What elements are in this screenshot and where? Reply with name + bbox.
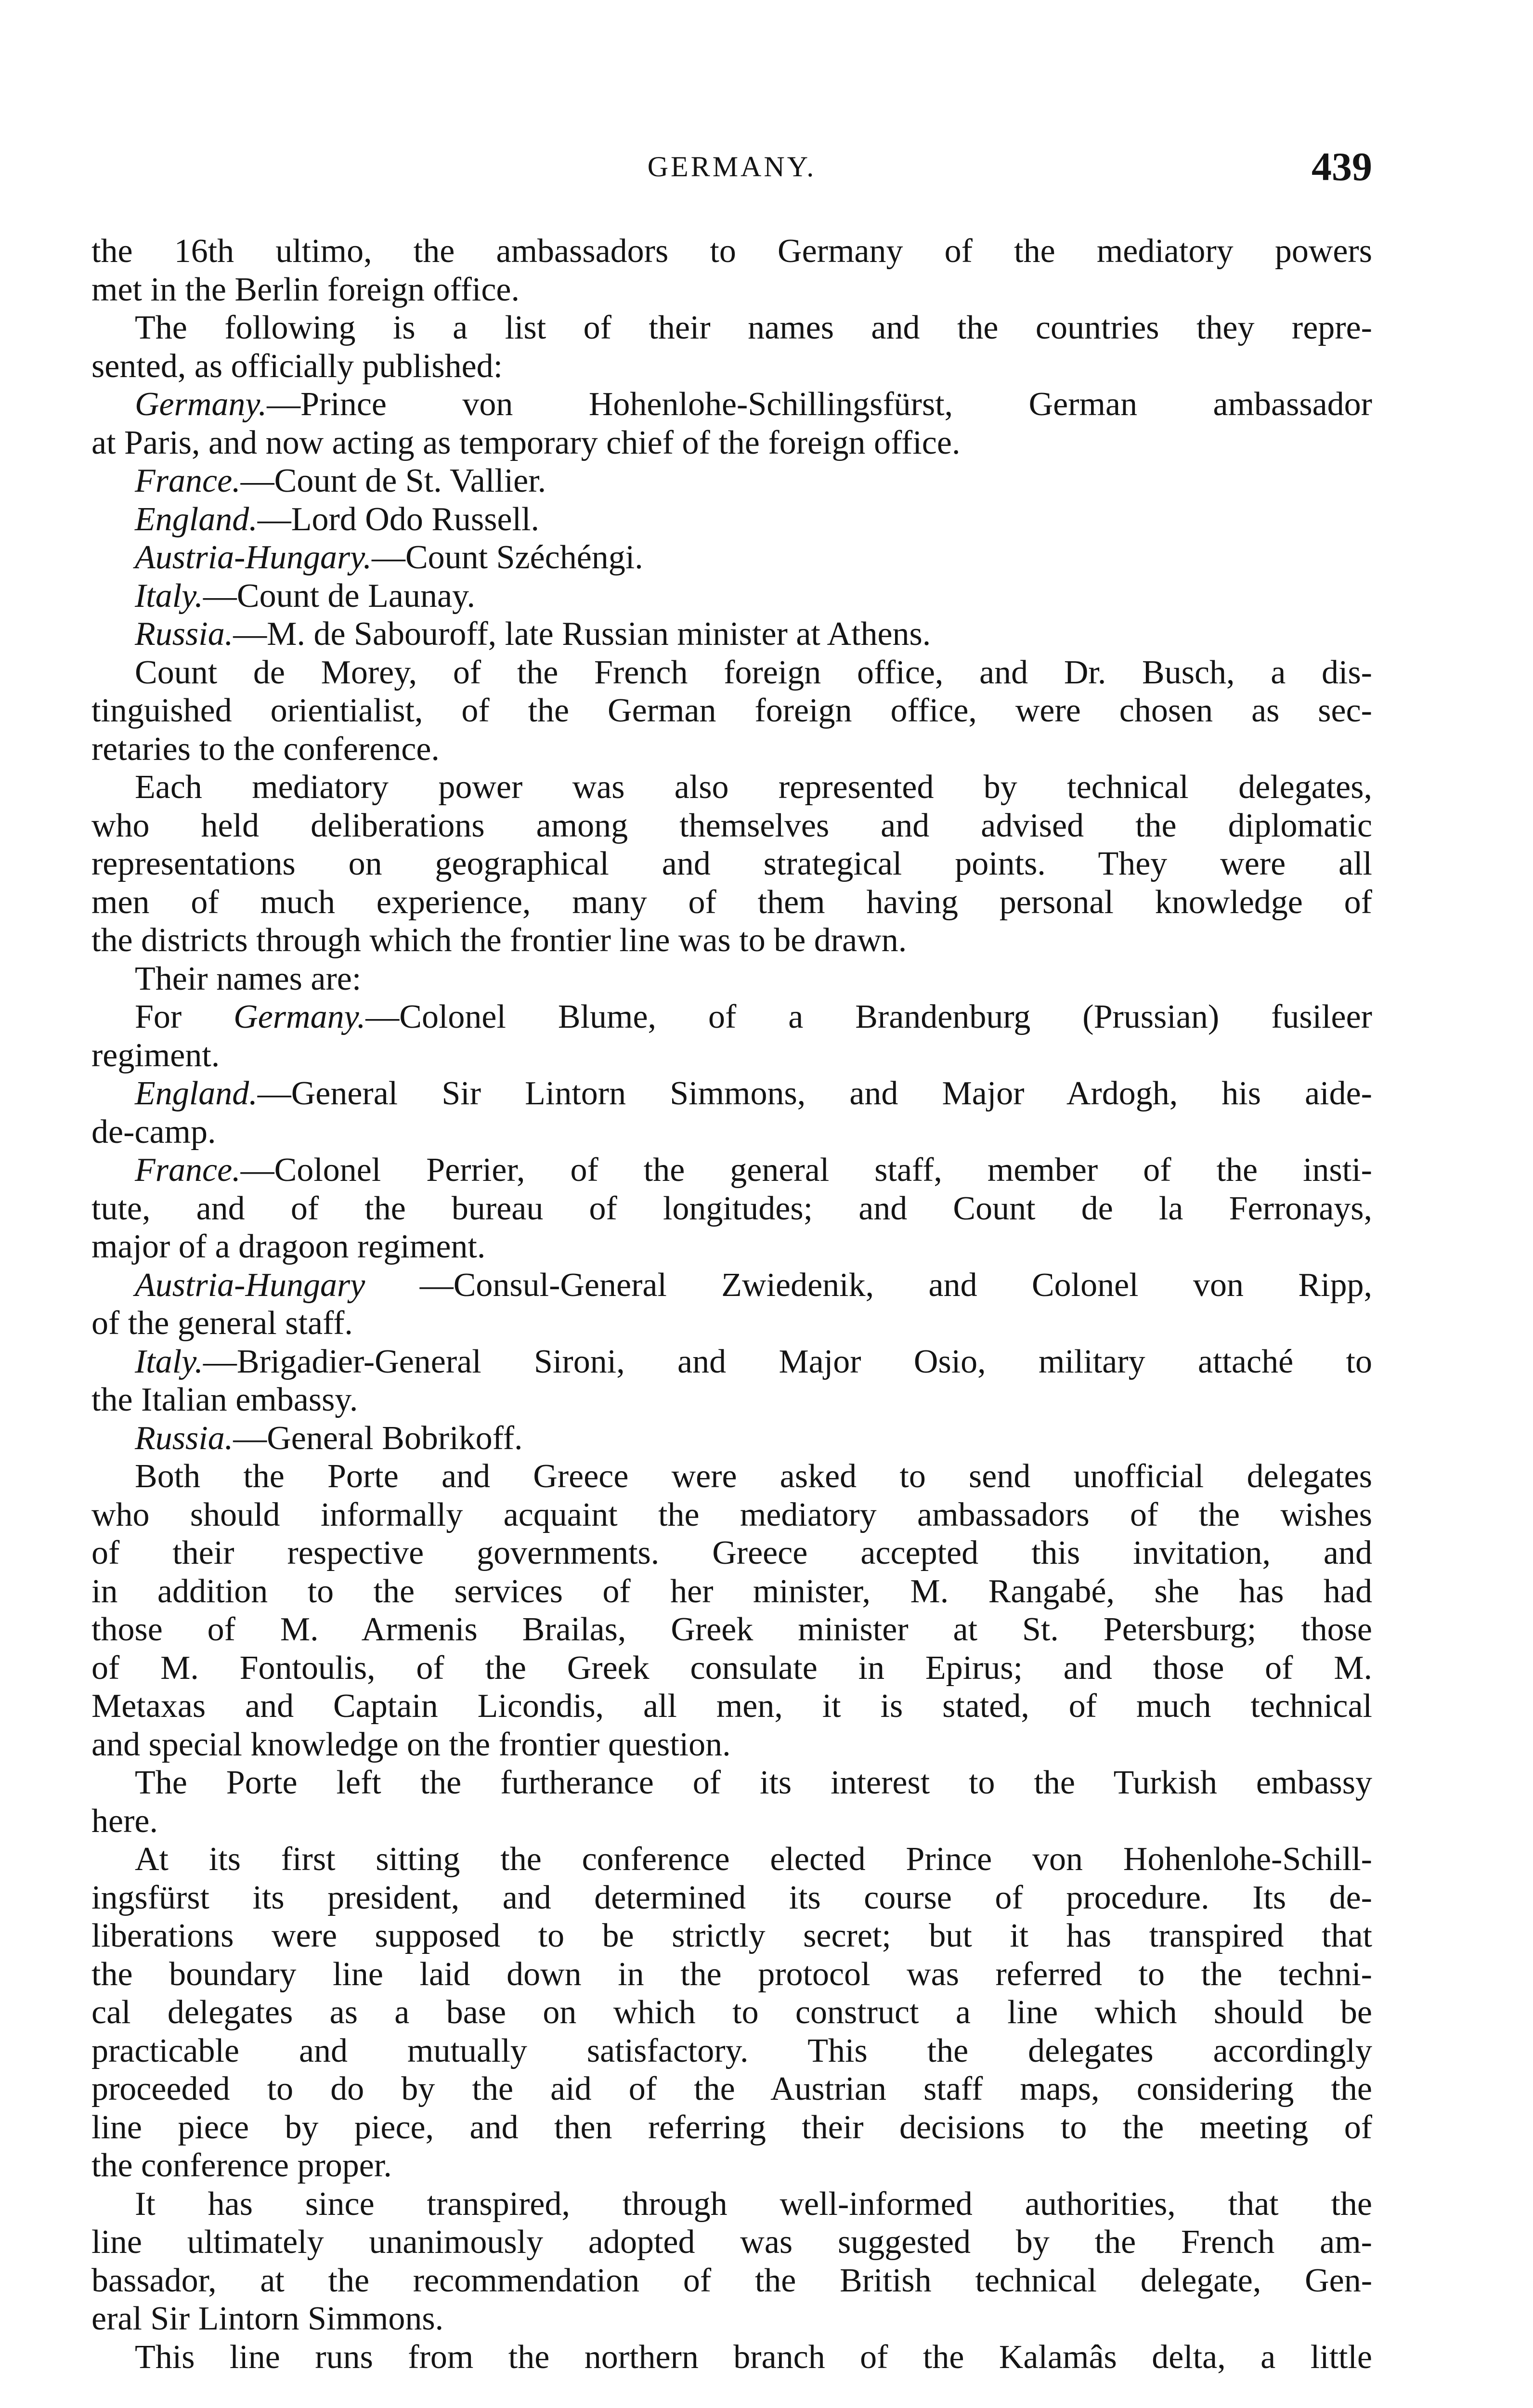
text-line: tinguished orientialist, of the German foreign office, were chosen as sec- <box>91 692 1372 729</box>
text-line: Count de Morey, of the French foreign office, and Dr. Busch, a dis- <box>135 654 1372 691</box>
page-number: 439 <box>1312 144 1372 189</box>
text-line: Metaxas and Captain Licondis, all men, it is stated, of much technical <box>91 1688 1372 1725</box>
text-line: France.—Count de St. Vallier. <box>135 462 546 499</box>
text-line: cal delegates as a base on which to construct a line which should be <box>91 1994 1372 2031</box>
country-name: Italy. <box>135 577 203 615</box>
text-line: met in the Berlin foreign office. <box>91 271 520 308</box>
text-line: regiment. <box>91 1036 220 1074</box>
text-line: major of a dragoon regiment. <box>91 1228 486 1265</box>
text-line: those of M. Armenis Brailas, Greek minister at St. Petersburg; those <box>91 1611 1372 1648</box>
text-line: and special knowledge on the frontier question. <box>91 1726 731 1763</box>
text-line: For Germany.—Colonel Blume, of a Brandenburg (Prussian) fusileer <box>135 998 1372 1035</box>
text-line: England.—Lord Odo Russell. <box>135 500 539 538</box>
text-line: of the general staff. <box>91 1305 353 1342</box>
text-line: Each mediatory power was also represented by technical delegates, <box>135 769 1372 806</box>
text-line: liberations were supposed to be strictly secret; but it has transpired that <box>91 1917 1372 1954</box>
text-line: The following is a list of their names and the countries they repre- <box>135 309 1372 346</box>
text-line: the conference proper. <box>91 2147 392 2184</box>
text-line: of M. Fontoulis, of the Greek consulate in Epirus; and those of M. <box>91 1649 1372 1687</box>
text-line: eral Sir Lintorn Simmons. <box>91 2300 444 2337</box>
country-name: England. <box>135 500 258 538</box>
text-line: sented, as officially published: <box>91 347 503 385</box>
text-line: the 16th ultimo, the ambassadors to Germany of the mediatory powers <box>91 233 1372 270</box>
country-name: England. <box>135 1075 258 1112</box>
text-line: France.—Colonel Perrier, of the general staff, member of the insti- <box>135 1152 1372 1189</box>
text-line: at Paris, and now acting as temporary chief of the foreign office. <box>91 424 961 461</box>
text-line: the boundary line laid down in the protocol was referred to the techni- <box>91 1955 1372 1993</box>
text-line: Italy.—Brigadier-General Sironi, and Major Osio, military attaché to <box>135 1343 1372 1380</box>
text-line: Germany.—Prince von Hohenlohe-Schillingsfürst, German ambassador <box>135 386 1372 423</box>
text-line: men of much experience, many of them having personal knowledge of <box>91 883 1372 921</box>
text-line: representations on geographical and strategical points. They were all <box>91 845 1372 882</box>
text-line: proceeded to do by the aid of the Austrian staff maps, considering the <box>91 2070 1372 2107</box>
text-line: practicable and mutually satisfactory. This the delegates accordingly <box>91 2032 1372 2069</box>
text-line: Austria-Hungary —Consul-General Zwiedenik, and Colonel von Ripp, <box>135 1266 1372 1304</box>
text-line: de-camp. <box>91 1113 216 1151</box>
text-line: of their respective governments. Greece accepted this invitation, and <box>91 1534 1372 1571</box>
text-line: At its first sitting the conference elected Prince von Hohenlohe-Schill- <box>135 1841 1372 1878</box>
country-name: Austria-Hungary. <box>135 539 372 576</box>
text-line: ingsfürst its president, and determined its course of procedure. Its de- <box>91 1879 1372 1916</box>
country-name: Russia. <box>135 1419 234 1457</box>
body-text <box>91 232 1372 2376</box>
country-name: France. <box>135 462 241 499</box>
running-head <box>91 144 1372 196</box>
country-name: Germany. <box>135 386 267 423</box>
text-line: in addition to the services of her minister, M. Rangabé, she has had <box>91 1572 1372 1610</box>
text-line: Both the Porte and Greece were asked to send unofficial delegates <box>135 1458 1372 1495</box>
text-line: here. <box>91 1802 158 1840</box>
text-line: line piece by piece, and then referring their decisions to the meeting of <box>91 2108 1372 2146</box>
text-line: Austria-Hungary.—Count Széchéngi. <box>135 539 643 576</box>
text-line: retaries to the conference. <box>91 730 440 768</box>
text-line: line ultimately unanimously adopted was suggested by the French am- <box>91 2224 1372 2261</box>
country-name: Italy. <box>135 1343 203 1380</box>
text-line: Italy.—Count de Launay. <box>135 577 475 615</box>
text-line: Russia.—General Bobrikoff. <box>135 1419 523 1457</box>
country-name: France. <box>135 1152 241 1189</box>
text-line: The Porte left the furtherance of its interest to the Turkish embassy <box>135 1764 1372 1801</box>
country-name: Russia. <box>135 615 234 653</box>
country-name: Germany. <box>234 998 366 1035</box>
text-line: who should informally acquaint the mediatory ambassadors of the wishes <box>91 1496 1372 1533</box>
text-line: tute, and of the bureau of longitudes; and Count de la Ferronays, <box>91 1190 1372 1227</box>
text-line: the Italian embassy. <box>91 1381 358 1418</box>
running-title: GERMANY. <box>647 151 817 183</box>
text-line: the districts through which the frontier line was to be drawn. <box>91 922 907 959</box>
text-line: England.—General Sir Lintorn Simmons, and Major Ardogh, his aide- <box>135 1075 1372 1112</box>
text-line: bassador, at the recommendation of the British technical delegate, Gen- <box>91 2262 1372 2299</box>
text-line: Their names are: <box>135 960 362 997</box>
text-line: It has since transpired, through well-informed authorities, that the <box>135 2185 1372 2223</box>
country-name: Austria-Hungary <box>135 1266 365 1304</box>
text-line: Russia.—M. de Sabouroff, late Russian minister at Athens. <box>135 615 931 653</box>
text-line: This line runs from the northern branch of the Kalamâs delta, a little <box>135 2338 1372 2376</box>
text-line: who held deliberations among themselves and advised the diplomatic <box>91 807 1372 844</box>
